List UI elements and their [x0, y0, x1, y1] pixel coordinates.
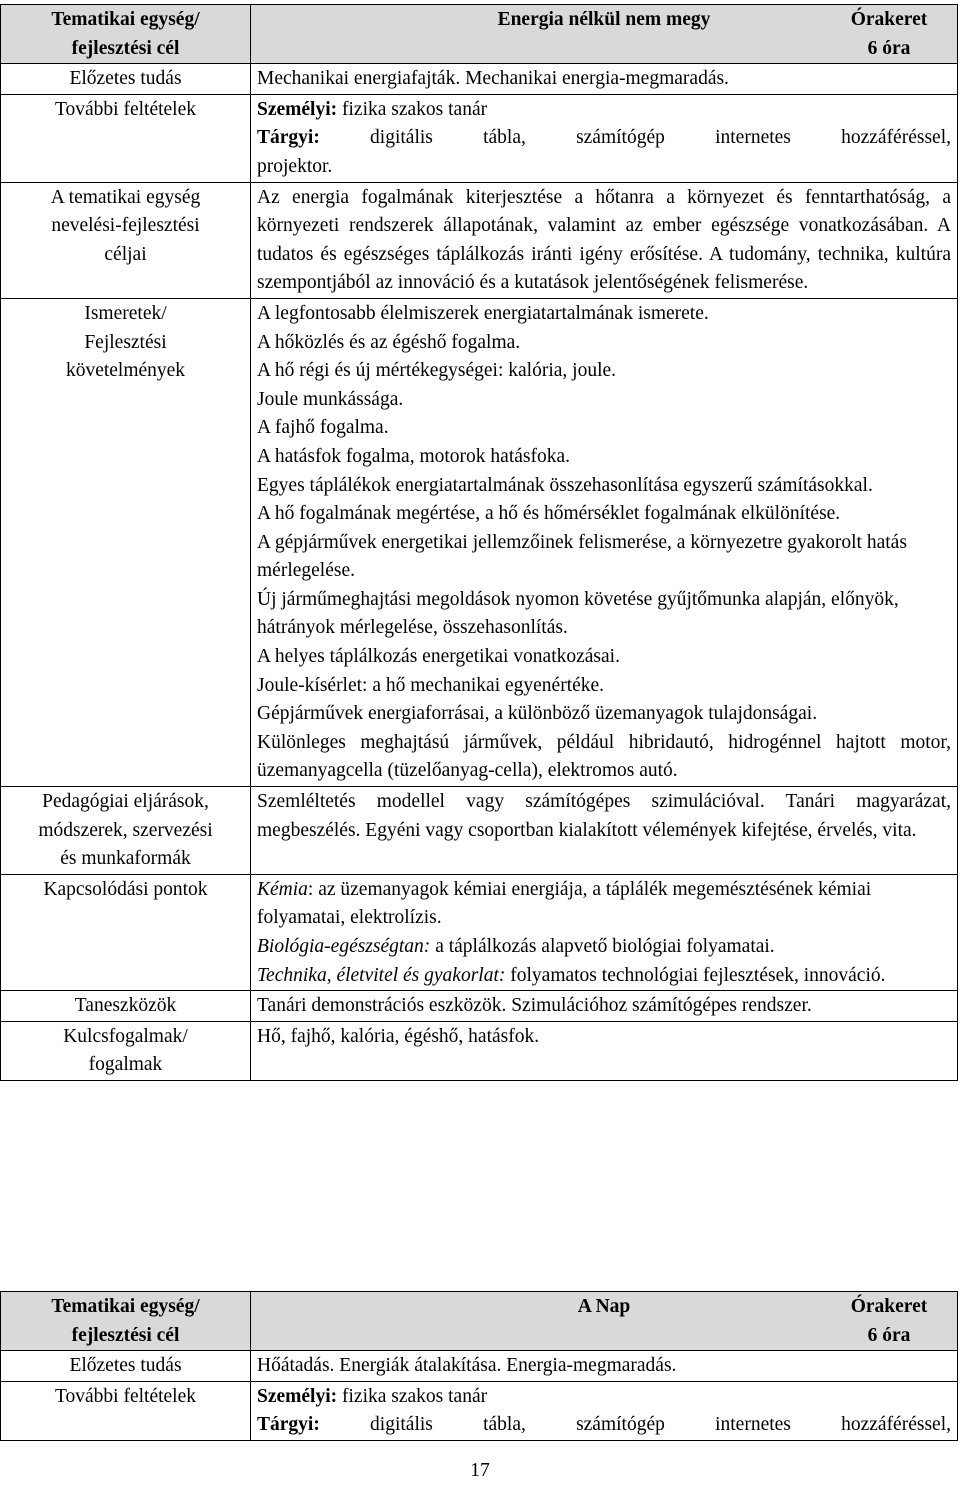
link-text: a táplálkozás alapvető biológiai folyamatai. [430, 936, 775, 957]
header-row [1, 1292, 958, 1351]
unit-title: A Nap [577, 1296, 631, 1317]
hours-label: Órakeret [850, 1296, 928, 1317]
methods-text: Szemléltetés modellel vagy számítógépes szimulációval. Tanári magyarázat, megbeszélés. Egyéni vagy csoportban kialakított vélemények kifejtése, érvelés, vita. [251, 787, 958, 875]
unit-title: Energia nélkül nem megy [497, 9, 711, 30]
header-title-cell [251, 5, 958, 64]
header-row [1, 5, 958, 64]
hours-label: Órakeret [850, 9, 928, 30]
requirement-item: A legfontosabb élelmiszerek energiatartalmának ismerete. [257, 302, 709, 324]
link-text: : az üzemanyagok kémiai energiája, a táplálék megemésztésének kémiai folyamatai, elektrolízis. [257, 878, 872, 929]
personal-key: Személyi: [257, 98, 338, 120]
tools-row [1, 991, 958, 1022]
goals-label [1, 182, 251, 298]
hours-value: 6 óra [867, 1324, 911, 1346]
methods-row [1, 787, 958, 875]
link-subject: Technika, életvitel és gyakorlat: [257, 964, 506, 986]
header-label-cell [1, 5, 251, 64]
requirement-item: A helyes táplálkozás energetikai vonatkozásai. [257, 646, 620, 668]
methods-label-line2: módszerek, szervezési [38, 819, 213, 841]
requirements-label-line3: követelmények [65, 360, 186, 382]
link-item-biology [257, 933, 951, 962]
hours-value: 6 óra [867, 37, 911, 59]
keywords-text: Hő, fajhő, kalória, égéshő, hatásfok. [251, 1021, 958, 1080]
further-conditions-row [1, 1381, 958, 1440]
header-label-line1: Tematikai egység/ [51, 1296, 200, 1317]
header-label-line2: fejlesztési cél [71, 1324, 180, 1346]
prior-knowledge-label: Előzetes tudás [1, 64, 251, 95]
prior-knowledge-label: Előzetes tudás [1, 1351, 251, 1382]
requirement-item: Joule-kísérlet: a hő mechanikai egyenértéke. [257, 674, 605, 696]
link-subject: Kémia [257, 878, 308, 900]
header-title-cell [251, 1292, 958, 1351]
prior-knowledge-row [1, 64, 958, 95]
link-item-technology [257, 962, 951, 991]
personal-value: fizika szakos tanár [337, 1385, 488, 1407]
material-key: Tárgyi: [257, 127, 320, 149]
goals-label-line2: nevelési-fejlesztési [51, 215, 200, 237]
prior-knowledge-text: Mechanikai energiafajták. Mechanikai energia-megmaradás. [251, 64, 958, 95]
header-label-line1: Tematikai egység/ [51, 9, 200, 30]
goals-label-line1: A tematikai egység [50, 186, 201, 208]
material-value: digitális tábla, számítógép internetes hozzáféréssel, [319, 127, 951, 149]
further-conditions-text [251, 94, 958, 182]
requirement-item: A hatásfok fogalma, motorok hatásfoka. [257, 445, 570, 467]
methods-label [1, 787, 251, 875]
tools-text: Tanári demonstrációs eszközök. Szimulációhoz számítógépes rendszer. [251, 991, 958, 1022]
tools-label: Taneszközök [1, 991, 251, 1022]
personal-key: Személyi: [257, 1385, 338, 1407]
requirements-list [251, 298, 958, 786]
personal-value: fizika szakos tanár [337, 98, 488, 120]
further-conditions-row [1, 94, 958, 182]
requirements-label-line2: Fejlesztési [84, 331, 167, 353]
keywords-label-line2: fogalmak [88, 1054, 163, 1076]
page-number: 17 [470, 1460, 490, 1481]
methods-label-line3: és munkaformák [60, 848, 191, 870]
links-label: Kapcsolódási pontok [1, 874, 251, 990]
requirement-item: A fajhő fogalma. [257, 417, 389, 439]
header-label-line2: fejlesztési cél [71, 37, 180, 59]
requirement-item: Joule munkássága. [257, 388, 404, 410]
requirement-item: A gépjárművek energetikai jellemzőinek felismerése, a környezetre gyakorolt hatás mérlegelése. [257, 531, 907, 582]
link-subject: Biológia-egészségtan: [257, 936, 431, 957]
further-conditions-text [251, 1381, 958, 1440]
requirements-label-line1: Ismeretek/ [84, 302, 167, 324]
link-item-chemistry [257, 876, 951, 933]
goals-label-line3: céljai [104, 243, 147, 265]
curriculum-table-energy [0, 4, 958, 1081]
header-label-cell [1, 1292, 251, 1351]
hours-box [833, 6, 945, 63]
requirements-row [1, 298, 958, 786]
requirement-item: A hőközlés és az égéshő fogalma. [257, 331, 521, 353]
requirement-item: Új járműmeghajtási megoldások nyomon követése gyűjtőmunka alapján, előnyök, hátrányok mérlegelése, összehasonlítás. [257, 588, 899, 639]
keywords-label [1, 1021, 251, 1080]
prior-knowledge-text: Hőátadás. Energiák átalakítása. Energia-megmaradás. [251, 1351, 958, 1382]
methods-label-line1: Pedagógiai eljárások, [42, 791, 209, 813]
material-value: digitális tábla, számítógép internetes hozzáféréssel, [319, 1414, 951, 1436]
requirements-label [1, 298, 251, 786]
keywords-label-line1: Kulcsfogalmak/ [63, 1025, 188, 1047]
links-row [1, 874, 958, 990]
curriculum-table-sun [0, 1291, 958, 1441]
further-conditions-label: További feltételek [1, 1381, 251, 1440]
material-value-cont: projektor. [257, 155, 333, 177]
material-key: Tárgyi: [257, 1414, 320, 1436]
link-text: folyamatos technológiai fejlesztések, innováció. [505, 964, 886, 986]
requirement-item: Gépjárművek energiaforrásai, a különböző üzemanyagok tulajdonságai. [257, 703, 818, 725]
goals-text: Az energia fogalmának kiterjesztése a hőtanra a környezet és fenntarthatóság, a környezeti rendszerek állapotának, valamint az ember egészsége vonatkozásában. A tudatos és egészséges táplálkozás iránti igény erősítése. A tudomány, technika, kultúra szempontjából az innováció és a kutatások jelentőségének felismerése. [251, 182, 958, 298]
prior-knowledge-row [1, 1351, 958, 1382]
further-conditions-label: További feltételek [1, 94, 251, 182]
requirement-item: A hő régi és új mértékegységei: kalória, joule. [257, 360, 617, 382]
requirement-item: A hő fogalmának megértése, a hő és hőmérséklet fogalmának elkülönítése. [257, 503, 841, 525]
requirement-item: Különleges meghajtású járművek, például hibridautó, hidrogénnel hajtott motor, üzemanyagcella (tüzelőanyag-cella), elektromos autó. [257, 731, 951, 782]
keywords-row [1, 1021, 958, 1080]
hours-box [833, 1293, 945, 1350]
goals-row [1, 182, 958, 298]
requirement-item: Egyes táplálékok energiatartalmának összehasonlítása egyszerű számításokkal. [257, 474, 873, 496]
links-list [251, 874, 958, 990]
